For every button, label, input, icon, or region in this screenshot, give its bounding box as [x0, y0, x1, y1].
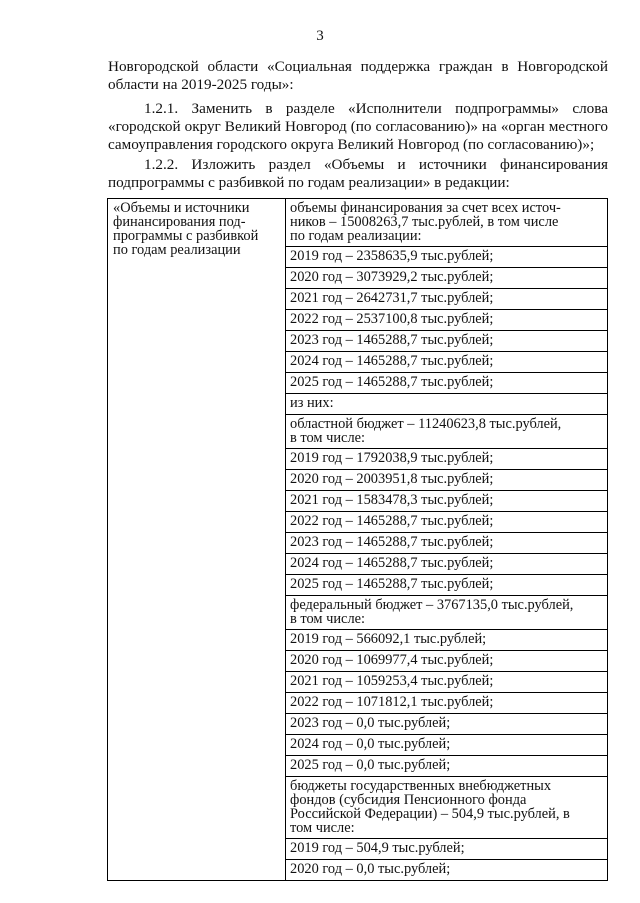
financing-row-text: объемы финансирования за счет всех источ- — [290, 200, 561, 216]
paragraph-1-2-2 — [108, 156, 608, 192]
financing-row-text: 2020 год – 2003951,8 тыс.рублей; — [290, 471, 494, 487]
financing-row-text: том числе: — [290, 820, 355, 836]
financing-row — [286, 839, 607, 860]
financing-row-text: 2024 год – 0,0 тыс.рублей; — [290, 736, 451, 752]
financing-row-text: Российской Федерации) – 504,9 тыс.рублей, в — [290, 806, 570, 822]
financing-row-text: 2021 год – 1059253,4 тыс.рублей; — [290, 673, 494, 689]
paragraph-program-name — [108, 58, 608, 94]
paragraph-line: области на 2019-2025 годы»: — [108, 76, 294, 93]
financing-row — [286, 860, 607, 880]
financing-row-text: 2022 год – 2537100,8 тыс.рублей; — [290, 311, 494, 327]
financing-row — [286, 394, 607, 415]
financing-row — [286, 512, 607, 533]
financing-row-text: 2019 год – 1792038,9 тыс.рублей; — [290, 450, 494, 466]
financing-row — [286, 373, 607, 394]
financing-row-text: 2024 год – 1465288,7 тыс.рублей; — [290, 353, 494, 369]
financing-row-text: по годам реализации: — [290, 228, 422, 244]
financing-row — [286, 449, 607, 470]
financing-row — [286, 470, 607, 491]
financing-row — [286, 415, 607, 449]
financing-row — [286, 596, 607, 630]
financing-row — [286, 331, 607, 352]
financing-row-text: 2019 год – 2358635,9 тыс.рублей; — [290, 248, 494, 264]
financing-row — [286, 491, 607, 512]
financing-row-text: 2023 год – 1465288,7 тыс.рублей; — [290, 534, 494, 550]
paragraph-1-2-1 — [108, 100, 608, 154]
financing-row-text: бюджеты государственных внебюджетных — [290, 778, 552, 794]
financing-row-text: 2020 год – 3073929,2 тыс.рублей; — [290, 269, 494, 285]
financing-section-title-cell — [108, 199, 286, 881]
financing-row-text: 2024 год – 1465288,7 тыс.рублей; — [290, 555, 494, 571]
financing-row-text: 2019 год – 566092,1 тыс.рублей; — [290, 631, 487, 647]
financing-row-text: 2021 год – 2642731,7 тыс.рублей; — [290, 290, 494, 306]
financing-row — [286, 672, 607, 693]
financing-row-text: в том числе: — [290, 430, 366, 446]
section-title-line: «Объемы и источники — [113, 200, 250, 216]
financing-row-text: 2023 год – 1465288,7 тыс.рублей; — [290, 332, 494, 348]
paragraph-line: 1.2.1. Заменить в разделе «Исполнители подпрограммы» слова — [144, 100, 608, 117]
page-number: 3 — [316, 28, 324, 44]
financing-row-text: ников – 15008263,7 тыс.рублей, в том числе — [290, 214, 559, 230]
section-title-line: финансирования под- — [113, 214, 246, 230]
financing-row — [286, 693, 607, 714]
financing-row-text: 2022 год – 1465288,7 тыс.рублей; — [290, 513, 494, 529]
financing-row — [286, 651, 607, 672]
paragraph-line: 1.2.2. Изложить раздел «Объемы и источники финансирования — [144, 156, 608, 173]
financing-row — [286, 289, 607, 310]
financing-row-text: 2023 год – 0,0 тыс.рублей; — [290, 715, 451, 731]
section-title-line: по годам реализации — [113, 242, 241, 258]
financing-row-text: фондов (субсидия Пенсионного фонда — [290, 792, 527, 808]
paragraph-line: самоуправления городского округа Великий Новгород (по согласованию)»; — [108, 136, 595, 153]
financing-row — [286, 714, 607, 735]
financing-row-text: из них: — [290, 395, 334, 411]
financing-row-text: 2020 год – 0,0 тыс.рублей; — [290, 861, 451, 877]
financing-values-cell — [286, 199, 608, 881]
financing-row — [286, 268, 607, 289]
financing-row — [286, 630, 607, 651]
financing-row-text: в том числе: — [290, 611, 366, 627]
financing-row — [286, 777, 607, 839]
financing-row-text: 2021 год – 1583478,3 тыс.рублей; — [290, 492, 494, 508]
financing-row — [286, 575, 607, 596]
paragraph-line: «городской округ Великий Новгород (по согласованию)» на «орган местного — [108, 118, 608, 135]
financing-row-text: 2025 год – 1465288,7 тыс.рублей; — [290, 374, 494, 390]
financing-row-text: 2019 год – 504,9 тыс.рублей; — [290, 840, 465, 856]
financing-row — [286, 735, 607, 756]
financing-table — [107, 198, 608, 881]
section-title-line: программы с разбивкой — [113, 228, 259, 244]
financing-row — [286, 352, 607, 373]
financing-row-text: федеральный бюджет – 3767135,0 тыс.рублей, — [290, 597, 574, 613]
financing-row-text: 2025 год – 1465288,7 тыс.рублей; — [290, 576, 494, 592]
paragraph-line: Новгородской области «Социальная поддержка граждан в Новгородской — [108, 58, 608, 75]
financing-row — [286, 199, 607, 247]
financing-row — [286, 554, 607, 575]
financing-row-text: 2025 год – 0,0 тыс.рублей; — [290, 757, 451, 773]
financing-table-row — [108, 199, 608, 881]
financing-row — [286, 310, 607, 331]
financing-row — [286, 756, 607, 777]
financing-row-text: областной бюджет – 11240623,8 тыс.рублей, — [290, 416, 562, 432]
paragraph-line: подпрограммы с разбивкой по годам реализации» в редакции: — [108, 174, 510, 191]
financing-row-text: 2022 год – 1071812,1 тыс.рублей; — [290, 694, 494, 710]
financing-row — [286, 533, 607, 554]
financing-row — [286, 247, 607, 268]
financing-row-text: 2020 год – 1069977,4 тыс.рублей; — [290, 652, 494, 668]
